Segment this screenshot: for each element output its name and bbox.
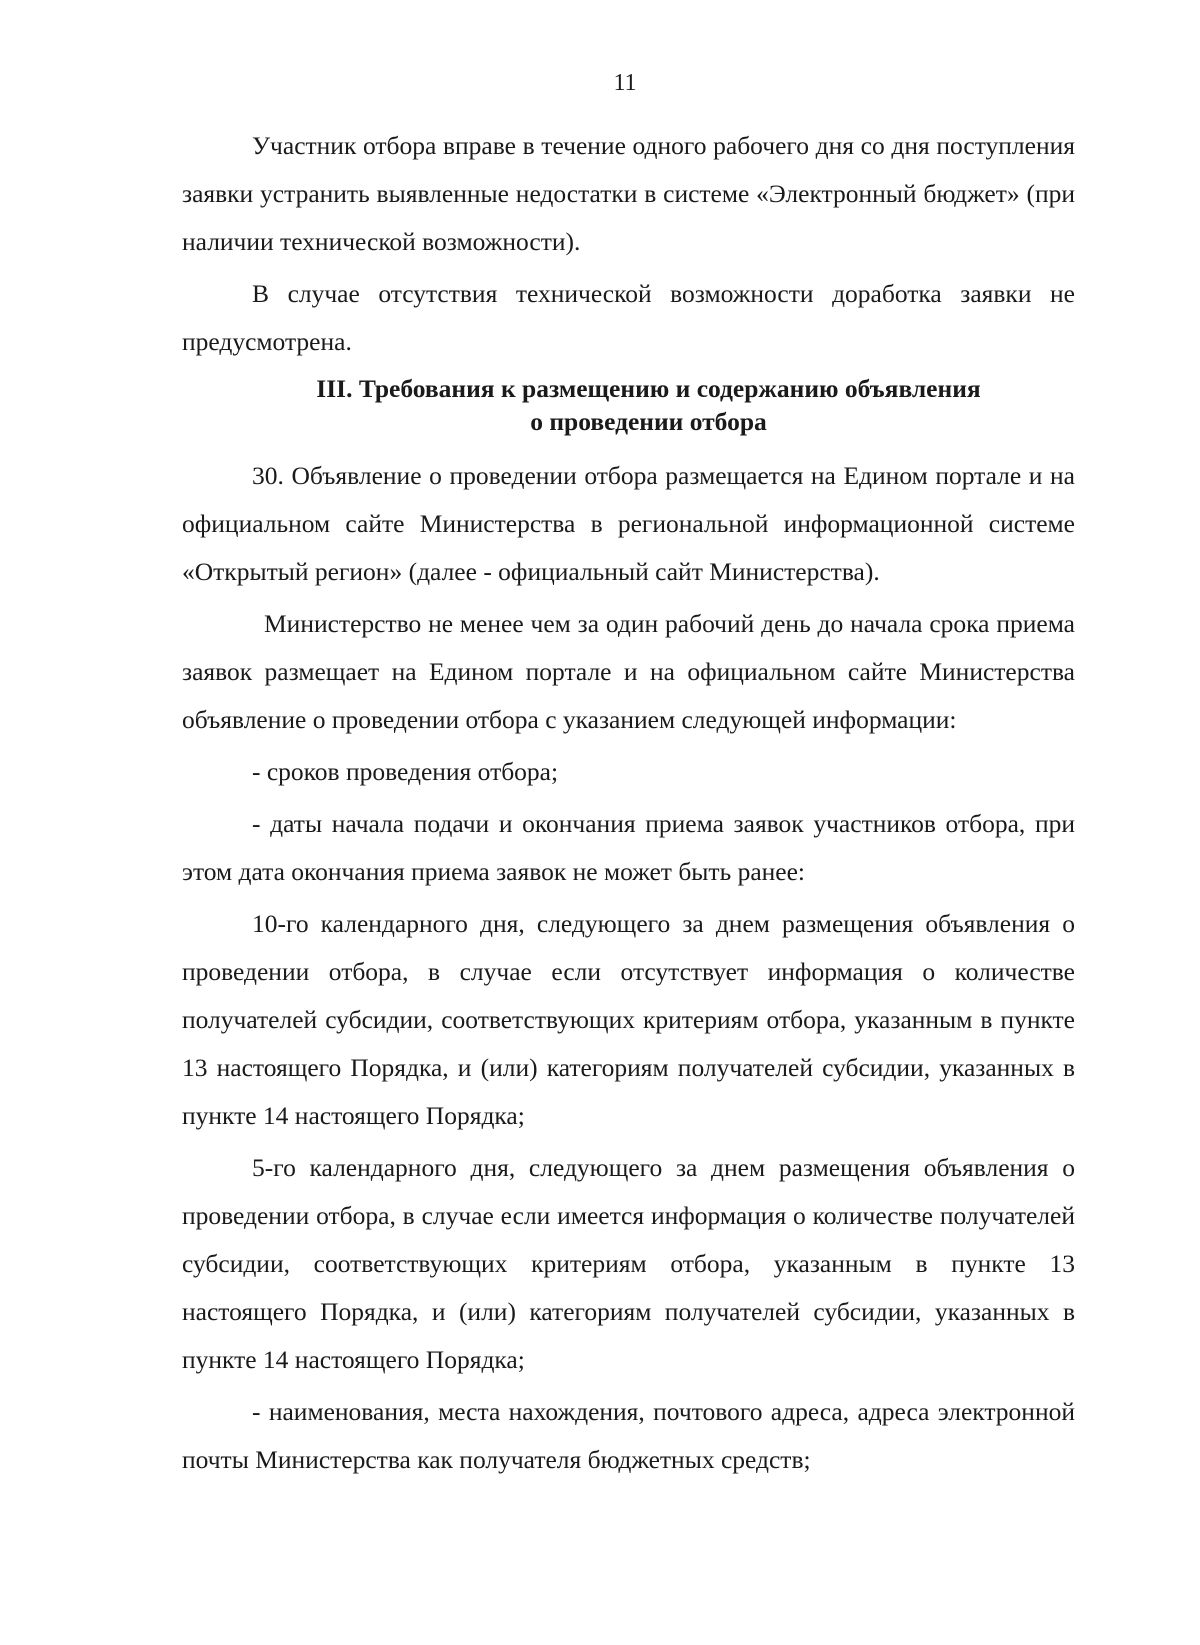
- section-heading: [182, 372, 1075, 438]
- document-body: [182, 122, 1075, 1484]
- list-item-selection-terms: - сроков проведения отбора;: [252, 757, 559, 786]
- paragraph-ministry-announcement: Министерство не менее чем за один рабочий день до начала срока приема заявок размещает на Едином портале и на официальном сайте Министерства объявление о проведении отбора с указанием следующей информации:: [182, 609, 1075, 734]
- section-heading-line-2: о проведении отбора: [530, 407, 767, 436]
- paragraph-5th-day: 5-го календарного дня, следующего за днем размещения объявления о проведении отбора, в случае если имеется информация о количестве получателей субсидии, соответствующих критериям отбора, указанным в пункте 13 настоящего Порядка, и (или) категориям получателей субсидии, указанных в пункте 14 настоящего Порядка;: [182, 1153, 1075, 1374]
- paragraph-correction-right: Участник отбора вправе в течение одного рабочего дня со дня поступления заявки устранить выявленные недостатки в системе «Электронный бюджет» (при наличии технической возможности).: [182, 131, 1075, 256]
- section-heading-line-1: III. Требования к размещению и содержанию объявления: [316, 374, 981, 403]
- paragraph-no-revision: В случае отсутствия технической возможности доработка заявки не предусмотрена.: [182, 279, 1075, 356]
- paragraph-item-30: 30. Объявление о проведении отбора размещается на Едином портале и на официальном сайте Министерства в региональной информационной системе «Открытый регион» (далее - официальный сайт Министерства).: [182, 461, 1075, 586]
- paragraph-10th-day: 10-го календарного дня, следующего за днем размещения объявления о проведении отбора, в случае если отсутствует информация о количестве получателей субсидии, соответствующих критериям отбора, указанным в пункте 13 настоящего Порядка, и (или) категориям получателей субсидии, указанных в пункте 14 настоящего Порядка;: [182, 909, 1075, 1130]
- list-item-ministry-contacts: - наименования, места нахождения, почтового адреса, адреса электронной почты Министерства как получателя бюджетных средств;: [182, 1397, 1075, 1474]
- page-number: 11: [613, 70, 637, 96]
- list-item-application-dates: - даты начала подачи и окончания приема заявок участников отбора, при этом дата окончания приема заявок не может быть ранее:: [182, 809, 1075, 886]
